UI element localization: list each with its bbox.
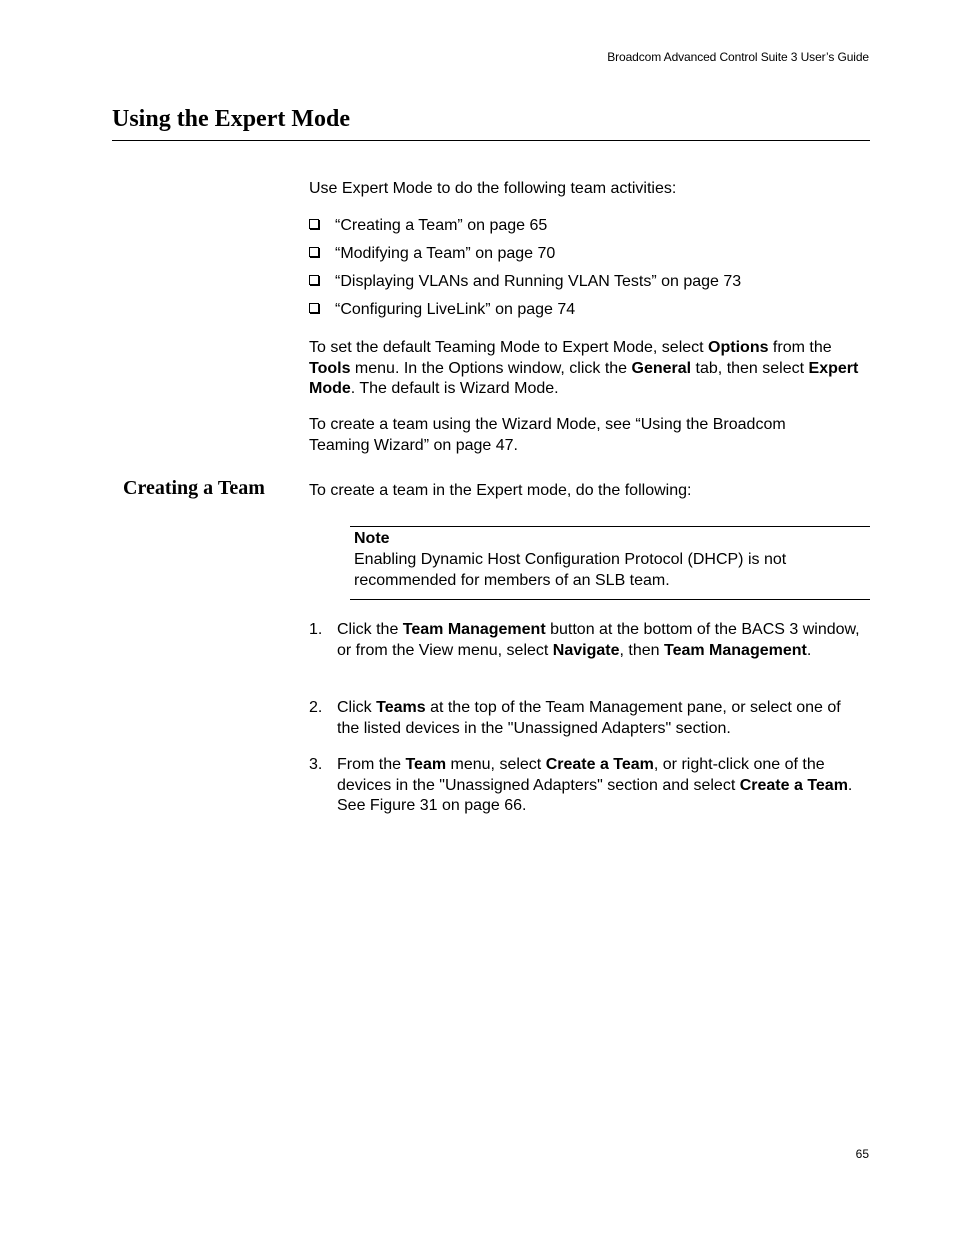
text-run: . The default is Wizard Mode. bbox=[350, 380, 559, 397]
title-divider bbox=[112, 140, 870, 141]
list-item bbox=[309, 244, 555, 264]
bold-run: Team Management bbox=[663, 641, 807, 659]
checkbox-bullet-icon bbox=[309, 247, 319, 257]
intro-paragraph: Use Expert Mode to do the following team activities: bbox=[309, 180, 677, 197]
bold-run: Teams bbox=[376, 699, 426, 716]
bullet-text: “Creating a Team” on page 65 bbox=[335, 217, 548, 234]
text-run: button at the bottom of the BACS 3 window, or from the View menu, select bbox=[337, 621, 860, 659]
text-run: . See Figure 31 on page 66. bbox=[337, 776, 853, 814]
bold-run: Navigate bbox=[552, 641, 620, 659]
section-intro: To create a team in the Expert mode, do the following: bbox=[309, 482, 692, 499]
text-run: . bbox=[806, 641, 812, 659]
default-mode-paragraph bbox=[309, 338, 870, 400]
text-run: from the bbox=[768, 339, 832, 356]
checkbox-bullet-icon bbox=[309, 219, 319, 229]
bold-run: Expert Mode bbox=[309, 359, 859, 397]
bullet-text: “Modifying a Team” on page 70 bbox=[335, 245, 556, 262]
note-box bbox=[350, 526, 870, 600]
step-number: 1. bbox=[309, 621, 323, 638]
list-item bbox=[309, 272, 741, 292]
bold-run: General bbox=[631, 359, 692, 377]
bold-run: Team bbox=[405, 756, 447, 773]
text-run: Click bbox=[337, 699, 377, 716]
page-number: 65 bbox=[855, 1147, 869, 1161]
bold-run: Create a Team bbox=[739, 776, 848, 794]
note-text: Enabling Dynamic Host Configuration Protocol (DHCP) is not recommended for members of an SLB team. bbox=[354, 551, 787, 589]
bold-run: Tools bbox=[309, 359, 351, 377]
text-run: tab, then select bbox=[691, 359, 809, 377]
text-run: at the top of the Team Management pane, or select one of the listed devices in the "Unassigned Adapters" section. bbox=[337, 699, 841, 737]
text-run: Click the bbox=[337, 621, 403, 638]
step-text bbox=[337, 620, 867, 661]
text-run: menu, select bbox=[446, 756, 546, 773]
step-number: 2. bbox=[309, 699, 323, 716]
running-header: Broadcom Advanced Control Suite 3 User’s Guide bbox=[607, 50, 869, 64]
text-run: To set the default Teaming Mode to Expert Mode, select bbox=[309, 339, 709, 356]
list-item bbox=[309, 216, 547, 236]
page-title: Using the Expert Mode bbox=[112, 106, 350, 132]
bullet-text: “Displaying VLANs and Running VLAN Tests” on page 73 bbox=[335, 273, 742, 290]
list-item bbox=[309, 300, 575, 320]
step-text bbox=[337, 698, 867, 739]
text-run: , then bbox=[619, 641, 664, 659]
section-heading: Creating a Team bbox=[123, 477, 265, 499]
text-run: , or right-click one of the devices in the "Unassigned Adapters" section and select bbox=[337, 756, 825, 794]
text-run: From the bbox=[337, 756, 406, 773]
checkbox-bullet-icon bbox=[309, 303, 319, 313]
checkbox-bullet-icon bbox=[309, 275, 319, 285]
step-number: 3. bbox=[309, 756, 323, 773]
bold-run: Options bbox=[708, 339, 769, 356]
note-title: Note bbox=[354, 530, 390, 547]
step-text bbox=[337, 755, 867, 817]
bold-run: Create a Team bbox=[545, 756, 654, 773]
bullet-text: “Configuring LiveLink” on page 74 bbox=[335, 301, 576, 318]
text-run: menu. In the Options window, click the bbox=[350, 359, 632, 377]
wizard-paragraph: To create a team using the Wizard Mode, see “Using the Broadcom Teaming Wizard” on page 47. bbox=[309, 416, 786, 454]
bold-run: Team Management bbox=[402, 621, 546, 638]
